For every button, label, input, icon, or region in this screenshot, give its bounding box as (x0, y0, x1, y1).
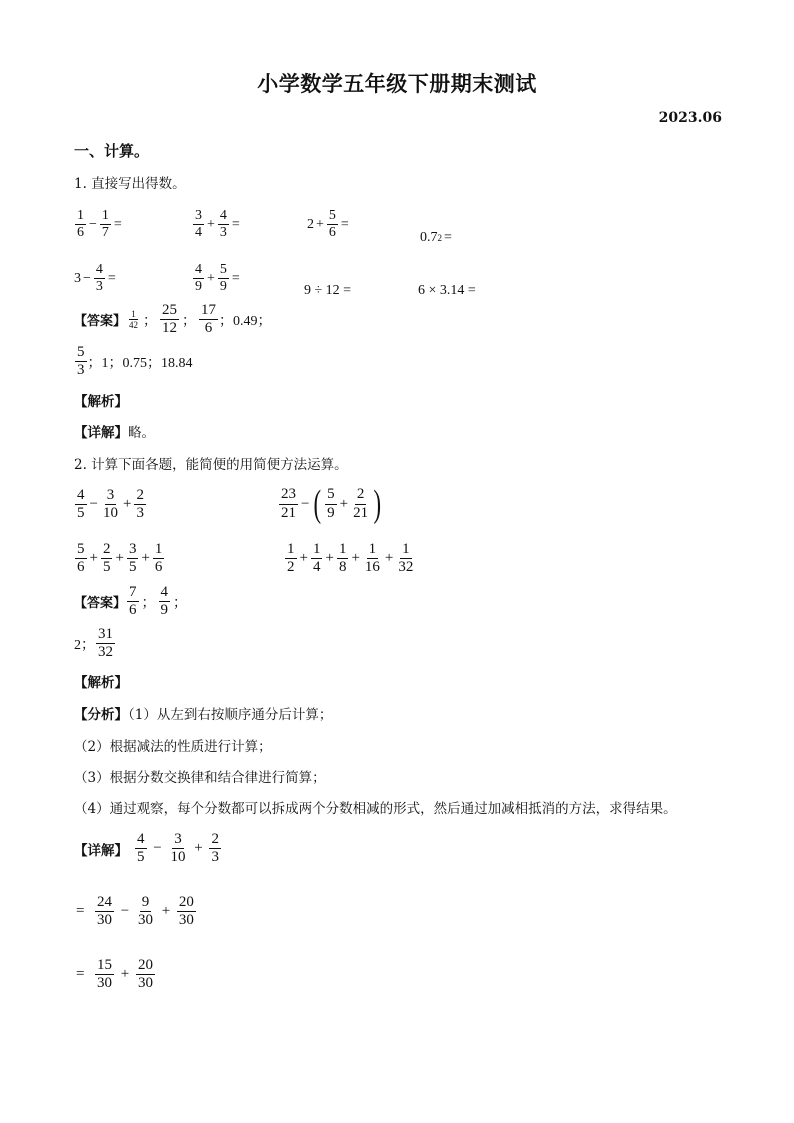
analysis-lead: 【分析】 (74, 707, 128, 723)
detail-tag: 【详解】 (74, 842, 128, 859)
q2-expr-4: $\frac{1}{2}$ + $\frac{1}{4}$ + $\frac{1}{8}$ + $\frac{1}{16}$ + $\frac{1}{32}$ (287, 541, 414, 576)
q2-detail-line-2: = $\frac{24}{30}$ − $\frac{9}{30}$ + $\frac{20}{30}$ (76, 894, 194, 929)
q2-detail-line-1: 【详解】 $\frac{4}{5}$ − $\frac{3}{10}$ + $\frac{2}{3}$ (74, 831, 219, 866)
q2-expr-2: $\frac{23}{21}$ − ( $\frac{5}{9}$ + $\frac{2}{21}$ ) (281, 483, 382, 525)
q2-analysis-2: （2）根据减法的性质进行计算； (74, 739, 272, 755)
q2-expr-3: $\frac{5}{6}$ + $\frac{2}{5}$ + $\frac{3}{5}$ + $\frac{1}{6}$ (77, 541, 163, 576)
q2-analysis-3: （3）根据分数交换律和结合律进行简算； (74, 770, 326, 786)
q1-expr-8: 6 × 3.14 = (418, 283, 476, 298)
q2-answer-line-1: 【答案】 $\frac{7}{6}$ ； $\frac{4}{9}$ ； (74, 584, 188, 619)
answer-tail-1: ；0.49； (219, 313, 272, 329)
q2-detail-line-3: = $\frac{15}{30}$ + $\frac{20}{30}$ (76, 957, 153, 992)
q1-expr-3: 2 + $\frac{5}{6}$ = (307, 208, 349, 241)
q2-answer-line-2: 2； $\frac{31}{32}$ (74, 626, 113, 661)
q1-analysis-tag: 【解析】 (74, 394, 128, 410)
q1-answer-line-1: 【答案】 $\frac{1}{42}$ ； $\frac{25}{12}$ ； $\frac{17}{6}$ ；0.49； (74, 302, 272, 337)
q1-detail (74, 421, 155, 441)
power-exponent: 2 (437, 233, 442, 243)
q1-expr-7: 9 ÷ 12 = (304, 283, 352, 298)
q1-answer-line-2: $\frac{5}{3}$ ；1；0.75；18.84 (77, 344, 193, 379)
detail-text: 略。 (128, 425, 155, 441)
exam-date: 2023.06 (658, 110, 722, 126)
q1-expr-6: $\frac{4}{9}$ + $\frac{5}{9}$ = (195, 262, 240, 295)
q1-expr-4: 0.7 2 = (420, 230, 452, 245)
section-heading: 一、计算。 (74, 142, 150, 160)
q1-expr-2: $\frac{3}{4}$ + $\frac{4}{3}$ = (195, 208, 240, 241)
question-1-label: 1. 直接写出得数。 (74, 176, 186, 192)
answer-tag: 【答案】 (74, 314, 127, 330)
q1-expr-5: 3 − $\frac{4}{3}$ = (74, 262, 116, 295)
q2-analysis-tag: 【解析】 (74, 675, 128, 691)
answer-tail-2: ；1；0.75；18.84 (87, 355, 193, 371)
detail-tag: 【详解】 (74, 425, 128, 441)
page-title: 小学数学五年级下册期末测试 (257, 71, 537, 96)
q1-expr-1: $\frac{1}{6}$ − $\frac{1}{7}$ = (77, 208, 122, 241)
answer-lead: 2； (74, 637, 95, 653)
q2-analysis-1: 【分析】（1）从左到右按顺序通分后计算； (74, 707, 333, 723)
q2-analysis-4: （4）通过观察，每个分数都可以拆成两个分数相减的形式，然后通过加减相抵消的方法，求得结果。 (74, 801, 677, 817)
power-base: 0.7 (420, 230, 438, 245)
answer-tag: 【答案】 (74, 596, 127, 612)
q2-expr-1: $\frac{4}{5}$ − $\frac{3}{10}$ + $\frac{2}{3}$ (77, 487, 144, 522)
question-2-label: 2. 计算下面各题，能简便的用简便方法运算。 (74, 457, 348, 473)
